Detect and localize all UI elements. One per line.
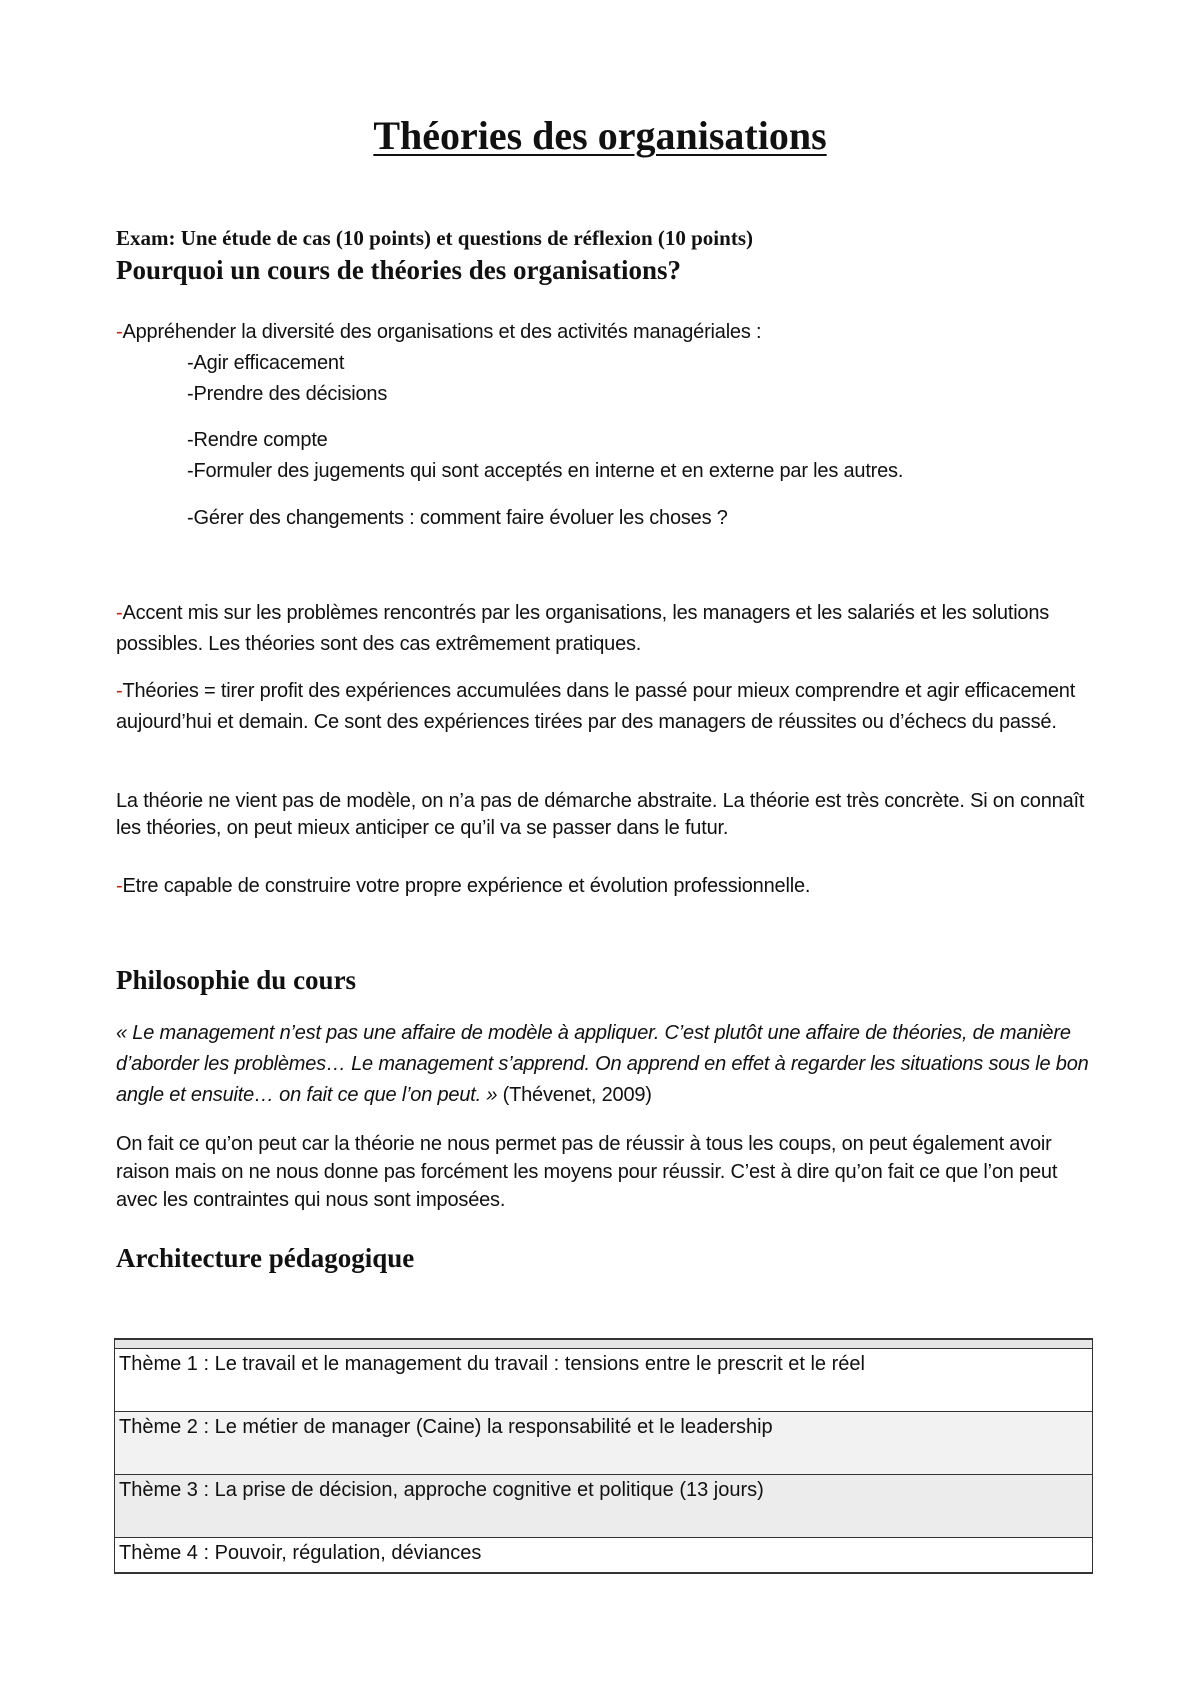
- quote-citation: (Thévenet, 2009): [497, 1084, 652, 1106]
- theme-cell: Thème 4 : Pouvoir, régulation, déviances: [115, 1538, 1093, 1574]
- themes-table: [114, 1338, 1093, 1574]
- theme-cell: Thème 1 : Le travail et le management du travail : tensions entre le prescrit et le réel: [115, 1349, 1093, 1412]
- list-item: -Gérer des changements : comment faire évoluer les choses ?: [187, 507, 728, 529]
- intro-line: [116, 317, 761, 347]
- list-item: -Prendre des décisions: [187, 383, 388, 405]
- quote-paragraph: [116, 1018, 1091, 1111]
- paragraph-text: Théories = tirer profit des expériences accumulées dans le passé pour mieux comprendre et agir efficacement aujourd’hui et demain. Ce sont des expériences tirées par des managers de réussites ou d’échecs du passé.: [116, 680, 1076, 733]
- list-item: -Agir efficacement: [187, 352, 345, 374]
- paragraph-accent: [116, 598, 1091, 660]
- dash-marker: -: [116, 321, 123, 343]
- section-heading-why: Pourquoi un cours de théories des organisations?: [116, 255, 682, 285]
- list-item: -Rendre compte: [187, 429, 328, 451]
- table-row: [115, 1475, 1093, 1538]
- dash-marker: -: [116, 602, 123, 624]
- table-row: [115, 1412, 1093, 1475]
- paragraph-concrete: La théorie ne vient pas de modèle, on n’a pas de démarche abstraite. La théorie est très concrète. Si on connaît les théories, on peut mieux anticiper ce qu’il va se passer dans le futur.: [116, 790, 1085, 839]
- dash-marker: -: [116, 875, 123, 897]
- page-title: Théories des organisations: [373, 113, 827, 158]
- dash-marker: -: [116, 680, 123, 702]
- intro-text: Appréhender la diversité des organisations et des activités managériales :: [122, 321, 762, 343]
- table-row: [115, 1349, 1093, 1412]
- section-heading-architecture: Architecture pédagogique: [116, 1243, 415, 1273]
- paragraph-career: [116, 871, 1091, 902]
- quote-text: « Le management n’est pas une affaire de modèle à appliquer. C’est plutôt une affaire de théories, de manière d’aborder les problèmes… Le management s’apprend. On apprend en effet à regarder les situations sous le bon angle et ensuite… on fait ce que l’on peut. »: [116, 1022, 1089, 1106]
- table-header-cell: [115, 1339, 1093, 1349]
- paragraph-constraints: On fait ce qu’on peut car la théorie ne nous permet pas de réussir à tous les coups, on peut également avoir raison mais on ne nous donne pas forcément les moyens pour réussir. C’est à dire qu’on fait ce que l’on peut avec les contraintes qui nous sont imposées.: [116, 1133, 1058, 1211]
- table-header-row: [115, 1339, 1093, 1349]
- exam-line: Exam: Une étude de cas (10 points) et questions de réflexion (10 points): [116, 226, 753, 250]
- theme-cell: Thème 3 : La prise de décision, approche cognitive et politique (13 jours): [115, 1475, 1093, 1538]
- paragraph-text: Etre capable de construire votre propre expérience et évolution professionnelle.: [122, 875, 811, 897]
- paragraph-text: Accent mis sur les problèmes rencontrés par les organisations, les managers et les salariés et les solutions possibles. Les théories sont des cas extrêmement pratiques.: [116, 602, 1050, 655]
- list-item: -Formuler des jugements qui sont acceptés en interne et en externe par les autres.: [187, 460, 904, 482]
- section-heading-philosophy: Philosophie du cours: [116, 965, 357, 995]
- paragraph-theories: [116, 676, 1091, 738]
- theme-cell: Thème 2 : Le métier de manager (Caine) la responsabilité et le leadership: [115, 1412, 1093, 1475]
- table-row: [115, 1538, 1093, 1574]
